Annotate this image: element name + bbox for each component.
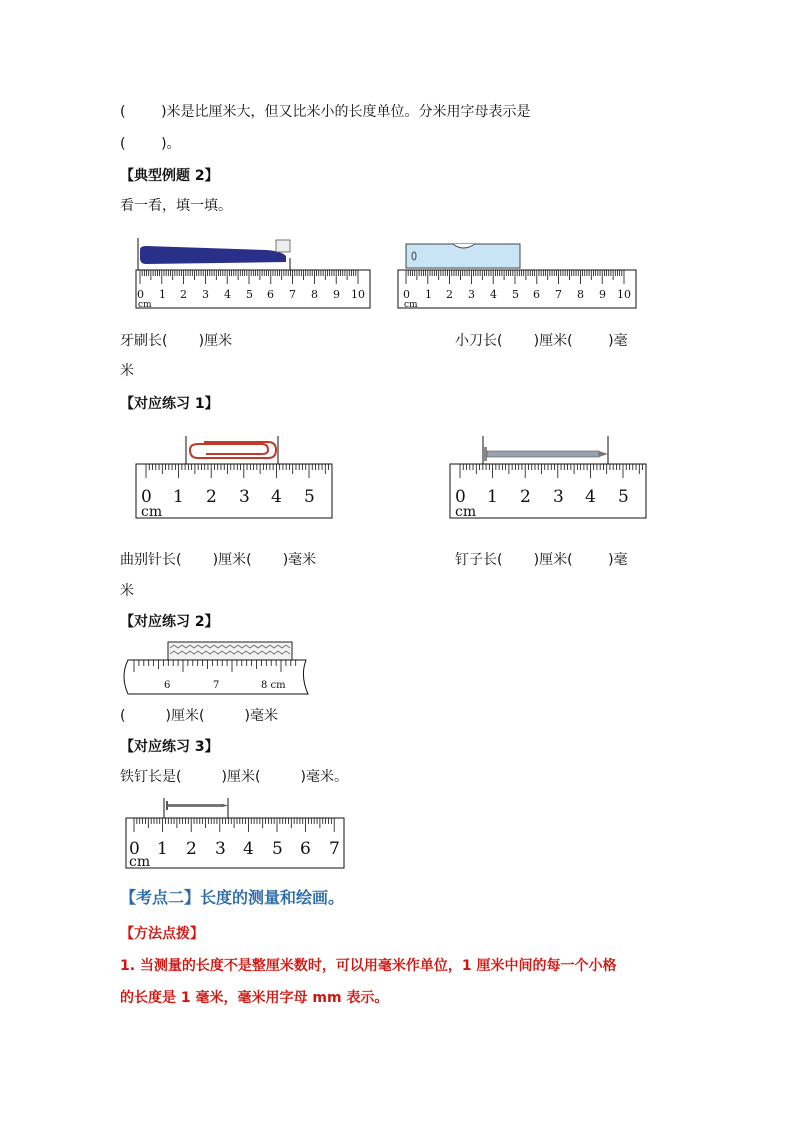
knife-tick-label: 10 (617, 288, 631, 301)
clip-tick-label: 1 (173, 487, 184, 507)
question-nail: 钉子长( )厘米( )毫 (455, 552, 628, 568)
heading-practice-2: 【对应练习 2】 (120, 614, 219, 630)
clip-tick-label: 3 (239, 487, 250, 507)
question-iron-nail: 铁钉长是( )厘米( )毫米。 (120, 769, 348, 785)
nail-tick-label: 0 (455, 487, 466, 507)
iron-nail-tick-label: 4 (243, 839, 254, 859)
heading-practice-1: 【对应练习 1】 (120, 396, 219, 412)
question-block: ( )厘米( )毫米 (120, 708, 278, 724)
nail-unit-label: cm (455, 504, 477, 520)
question-knife-continued: 米 (120, 363, 134, 379)
toothbrush-tick-label: 9 (333, 288, 340, 301)
heading-keypoint-2: 【考点二】长度的测量和绘画。 (120, 888, 345, 907)
clip-unit-label: cm (141, 504, 163, 520)
clip-tick-label: 4 (271, 487, 282, 507)
toothbrush-tick-label: 0 (137, 288, 144, 301)
toothbrush-tick-label: 7 (289, 288, 296, 301)
heading-practice-3: 【对应练习 3】 (120, 739, 219, 755)
iron-nail-unit-label: cm (129, 854, 151, 870)
heading-example-2: 【典型例题 2】 (120, 168, 219, 184)
clip-ruler-figure (136, 434, 336, 520)
clip-tick-label: 0 (141, 487, 152, 507)
clip-tick-label: 2 (206, 487, 217, 507)
iron-nail-tick-label: 7 (329, 839, 340, 859)
block-tick-label: 6 (164, 680, 171, 691)
nail-tick-label: 4 (585, 487, 596, 507)
iron-nail-tick-label: 5 (272, 839, 283, 859)
toothbrush-tick-label: 4 (224, 288, 231, 301)
toothbrush-tick-label: 6 (267, 288, 274, 301)
knife-tick-label: 2 (446, 288, 453, 301)
knife-tick-label: 8 (577, 288, 584, 301)
knife-tick-label: 3 (468, 288, 475, 301)
iron-nail-ruler-figure (126, 796, 348, 870)
clip-tick-label: 5 (304, 487, 315, 507)
knife-tick-label: 1 (425, 288, 432, 301)
toothbrush-tick-label: 10 (351, 288, 365, 301)
clip-ruler-body (136, 464, 332, 518)
knife-tick-label: 7 (555, 288, 562, 301)
iron-nail-tick-label: 2 (186, 839, 197, 859)
toothbrush-tick-label: 2 (180, 288, 187, 301)
knife-tick-label: 9 (599, 288, 606, 301)
nail-icon (483, 447, 608, 461)
iron-nail-tick-label: 0 (129, 839, 140, 859)
knife-tick-label: 6 (533, 288, 540, 301)
question-decimeter: ( )米是比厘米大，但又比米小的长度单位。分米用字母表示是 (120, 104, 531, 120)
nail-ruler-body (450, 464, 646, 518)
method-text-line-1: 1. 当测量的长度不是整厘米数时，可以用毫米作单位，1 厘米中间的每一个小格 (120, 958, 617, 974)
nail-tick-label: 2 (520, 487, 531, 507)
block-tick-label: 8 cm (261, 680, 286, 691)
toothbrush-unit-label: cm (138, 300, 152, 310)
toothbrush-ruler-figure (136, 236, 372, 310)
iron-nail-tick-label: 1 (157, 839, 168, 859)
question-decimeter-letter: ( )。 (120, 136, 181, 152)
question-clip: 曲别针长( )厘米( )毫米 (120, 552, 317, 568)
block-ruler-figure (120, 640, 312, 696)
toothbrush-tick-label: 8 (311, 288, 318, 301)
nail-tick-label: 5 (618, 487, 629, 507)
nail-tick-label: 3 (553, 487, 564, 507)
iron-nail-icon (166, 801, 228, 810)
heading-method-tips: 【方法点拨】 (120, 926, 204, 942)
knife-tick-label: 5 (512, 288, 519, 301)
paper-clip-icon (190, 442, 276, 458)
nail-tick-label: 1 (487, 487, 498, 507)
knife-tick-label: 0 (403, 288, 410, 301)
iron-nail-tick-label: 3 (215, 839, 226, 859)
nail-ruler-figure (450, 434, 650, 520)
toothbrush-tick-label: 5 (246, 288, 253, 301)
method-text-line-2: 的长度是 1 毫米，毫米用字母 mm 表示。 (120, 990, 389, 1006)
knife-ruler-figure (398, 236, 638, 310)
toothbrush-icon (140, 246, 286, 264)
instruction: 看一看，填一填。 (120, 198, 232, 214)
toothbrush-tick-label: 3 (202, 288, 209, 301)
question-nail-continued: 米 (120, 583, 134, 599)
knife-unit-label: cm (404, 300, 418, 310)
block-tick-label: 7 (213, 680, 220, 691)
toothbrush-tick-label: 1 (159, 288, 166, 301)
question-toothbrush: 牙刷长( )厘米 (120, 333, 233, 349)
question-knife: 小刀长( )厘米( )毫 (455, 333, 628, 349)
knife-tick-label: 4 (490, 288, 497, 301)
iron-nail-tick-label: 6 (300, 839, 311, 859)
toothbrush-bristles-icon (276, 240, 290, 252)
